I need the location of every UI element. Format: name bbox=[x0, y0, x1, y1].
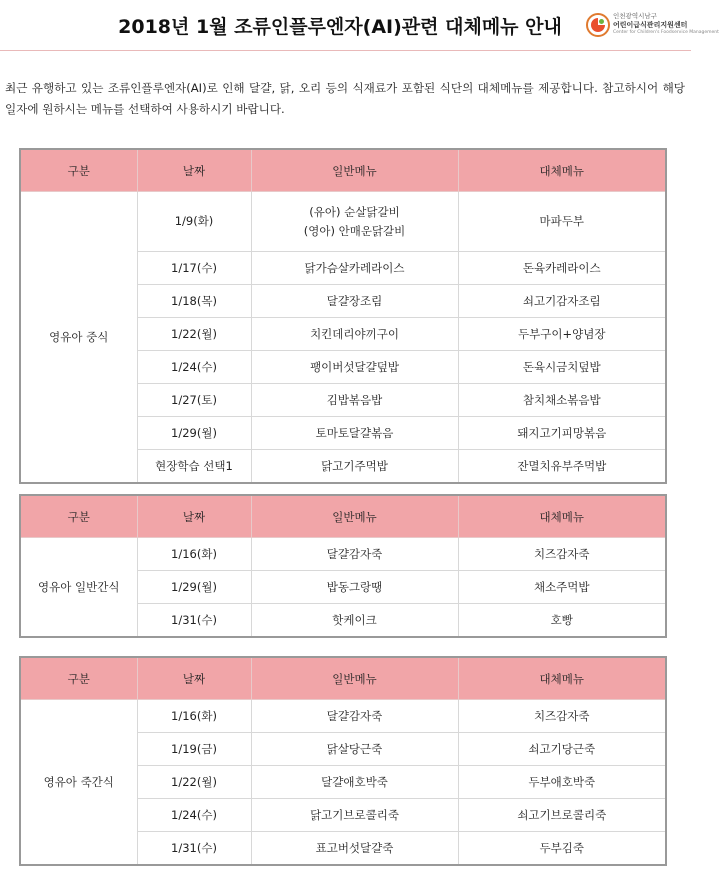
regular-menu-cell bbox=[251, 766, 458, 799]
regular-menu-cell bbox=[251, 192, 458, 252]
date-cell: 1/24(수) bbox=[137, 799, 251, 832]
date-cell: 1/16(화) bbox=[137, 700, 251, 733]
column-header-date: 날짜 bbox=[137, 149, 251, 192]
table-header-row bbox=[20, 495, 666, 538]
center-logo-icon bbox=[586, 13, 610, 37]
regular-menu-item: 핫케이크 bbox=[332, 613, 377, 627]
substitute-menu-cell: 채소주먹밥 bbox=[458, 571, 666, 604]
regular-menu-item: (유아) 순살닭갈비 bbox=[309, 204, 400, 219]
regular-menu-cell bbox=[251, 799, 458, 832]
regular-menu-item: 달걀애호박죽 bbox=[321, 775, 388, 789]
column-header-regular-menu: 일반메뉴 bbox=[251, 495, 458, 538]
date-cell: 1/16(화) bbox=[137, 538, 251, 571]
table-row bbox=[20, 700, 666, 733]
category-cell: 영유아 죽간식 bbox=[20, 700, 137, 866]
regular-menu-item: 달걀감자죽 bbox=[326, 709, 383, 723]
regular-menu-cell bbox=[251, 450, 458, 484]
regular-menu-item: 팽이버섯달걀덮밥 bbox=[310, 360, 399, 374]
table-header-row bbox=[20, 657, 666, 700]
substitute-menu-cell: 쇠고기당근죽 bbox=[458, 733, 666, 766]
regular-menu-cell bbox=[251, 417, 458, 450]
column-header-regular-menu: 일반메뉴 bbox=[251, 657, 458, 700]
column-header-category: 구분 bbox=[20, 149, 137, 192]
date-cell: 1/29(월) bbox=[137, 571, 251, 604]
table-row bbox=[20, 538, 666, 571]
substitute-menu-cell: 돼지고기피망볶음 bbox=[458, 417, 666, 450]
general-snack-table bbox=[19, 494, 667, 638]
logo-english-name: Center for Children's Foodservice Management bbox=[613, 30, 719, 35]
regular-menu-cell bbox=[251, 700, 458, 733]
regular-menu-item: 치킨데리야끼구이 bbox=[310, 327, 399, 341]
column-header-date: 날짜 bbox=[137, 657, 251, 700]
substitute-menu-cell: 치즈감자죽 bbox=[458, 700, 666, 733]
date-cell: 1/22(월) bbox=[137, 766, 251, 799]
substitute-menu-cell: 쇠고기브로콜리죽 bbox=[458, 799, 666, 832]
table-header-row bbox=[20, 149, 666, 192]
regular-menu-item: 달걀장조림 bbox=[326, 294, 383, 308]
column-header-substitute-menu: 대체메뉴 bbox=[458, 495, 666, 538]
substitute-menu-cell: 호빵 bbox=[458, 604, 666, 638]
regular-menu-cell bbox=[251, 285, 458, 318]
regular-menu-cell bbox=[251, 351, 458, 384]
center-logo bbox=[586, 10, 719, 42]
regular-menu-cell bbox=[251, 538, 458, 571]
column-header-substitute-menu: 대체메뉴 bbox=[458, 657, 666, 700]
regular-menu-cell bbox=[251, 832, 458, 866]
regular-menu-item: 닭고기주먹밥 bbox=[321, 459, 388, 473]
substitute-menu-cell: 두부애호박죽 bbox=[458, 766, 666, 799]
category-cell: 영유아 중식 bbox=[20, 192, 137, 484]
substitute-menu-cell: 쇠고기감자조림 bbox=[458, 285, 666, 318]
regular-menu-item: 달걀감자죽 bbox=[326, 547, 383, 561]
column-header-category: 구분 bbox=[20, 657, 137, 700]
date-cell: 1/19(금) bbox=[137, 733, 251, 766]
regular-menu-cell bbox=[251, 252, 458, 285]
logo-district: 인천광역시남구 bbox=[613, 12, 657, 20]
date-cell: 1/31(수) bbox=[137, 832, 251, 866]
regular-menu-item: 닭살당근죽 bbox=[326, 742, 383, 756]
date-cell: 1/27(토) bbox=[137, 384, 251, 417]
regular-menu-item: (영아) 안매운닭갈비 bbox=[303, 223, 406, 238]
title-bar bbox=[0, 0, 719, 51]
porridge-snack-table bbox=[19, 656, 667, 866]
substitute-menu-cell: 두부구이+양념장 bbox=[458, 318, 666, 351]
substitute-menu-cell: 두부김죽 bbox=[458, 832, 666, 866]
substitute-menu-cell: 참치채소볶음밥 bbox=[458, 384, 666, 417]
substitute-menu-cell: 돈육카레라이스 bbox=[458, 252, 666, 285]
regular-menu-item: 김밥볶음밥 bbox=[326, 393, 383, 407]
date-cell: 1/18(목) bbox=[137, 285, 251, 318]
logo-center-name: 어린이급식관리지원센터 bbox=[613, 21, 688, 29]
regular-menu-cell bbox=[251, 318, 458, 351]
column-header-category: 구분 bbox=[20, 495, 137, 538]
lunch-menu-table bbox=[19, 148, 667, 484]
regular-menu-item: 닭고기브로콜리죽 bbox=[310, 808, 399, 822]
date-cell: 1/29(월) bbox=[137, 417, 251, 450]
regular-menu-cell bbox=[251, 733, 458, 766]
intro-text: 최근 유행하고 있는 조류인플루엔자(AI)로 인해 달걀, 닭, 오리 등의 식재료가 포함된 식단의 대체메뉴를 제공합니다. 참고하시어 해당일자에 원하시는 메뉴를 선택하여 사용하시기 바랍니다. bbox=[5, 81, 685, 116]
regular-menu-item: 밥동그랑땡 bbox=[326, 580, 383, 594]
category-cell: 영유아 일반간식 bbox=[20, 538, 137, 638]
column-header-regular-menu: 일반메뉴 bbox=[251, 149, 458, 192]
substitute-menu-cell: 돈육시금치덮밥 bbox=[458, 351, 666, 384]
substitute-menu-cell: 마파두부 bbox=[458, 192, 666, 252]
column-header-substitute-menu: 대체메뉴 bbox=[458, 149, 666, 192]
date-cell: 현장학습 선택1 bbox=[137, 450, 251, 484]
date-cell: 1/17(수) bbox=[137, 252, 251, 285]
date-cell: 1/22(월) bbox=[137, 318, 251, 351]
substitute-menu-cell: 치즈감자죽 bbox=[458, 538, 666, 571]
regular-menu-item: 닭가슴살카레라이스 bbox=[304, 261, 405, 275]
regular-menu-cell bbox=[251, 571, 458, 604]
substitute-menu-cell: 잔멸치유부주먹밥 bbox=[458, 450, 666, 484]
regular-menu-cell bbox=[251, 604, 458, 638]
regular-menu-cell bbox=[251, 384, 458, 417]
date-cell: 1/9(화) bbox=[137, 192, 251, 252]
table-row bbox=[20, 192, 666, 252]
regular-menu-item: 토마토달걀볶음 bbox=[315, 426, 394, 440]
regular-menu-item: 표고버섯달걀죽 bbox=[315, 841, 394, 855]
column-header-date: 날짜 bbox=[137, 495, 251, 538]
date-cell: 1/24(수) bbox=[137, 351, 251, 384]
page-title: 2018년 1월 조류인플루엔자(AI)관련 대체메뉴 안내 bbox=[118, 16, 562, 38]
date-cell: 1/31(수) bbox=[137, 604, 251, 638]
